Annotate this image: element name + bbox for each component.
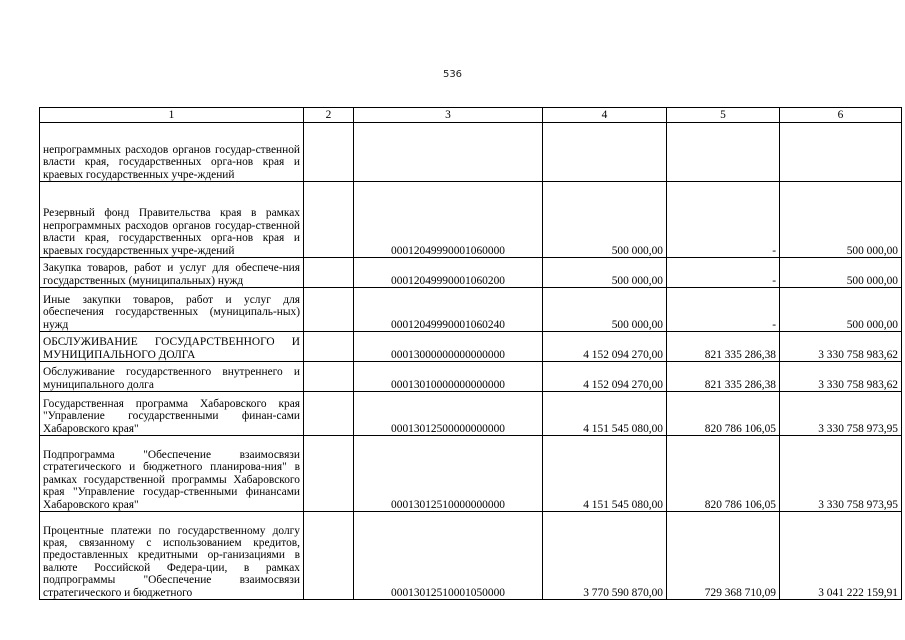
row-value-4: 4 151 545 080,00 xyxy=(543,436,667,512)
column-header: 2 xyxy=(304,108,354,123)
row-value-5: 821 335 286,38 xyxy=(667,362,780,392)
budget-table xyxy=(39,107,902,600)
row-value-6 xyxy=(780,123,902,182)
table-row xyxy=(40,288,902,332)
row-value-4: 4 152 094 270,00 xyxy=(543,362,667,392)
column-header: 5 xyxy=(667,108,780,123)
row-col2 xyxy=(304,392,354,436)
row-code: 00012049990001060000 xyxy=(354,182,543,258)
row-name: ОБСЛУЖИВАНИЕ ГОСУДАРСТВЕННОГО И МУНИЦИПАЛЬНОГО ДОЛГА xyxy=(40,332,304,362)
table-row xyxy=(40,182,902,258)
row-value-6: 500 000,00 xyxy=(780,182,902,258)
row-code: 00013012500000000000 xyxy=(354,392,543,436)
row-value-6: 3 330 758 983,62 xyxy=(780,362,902,392)
row-value-5 xyxy=(667,123,780,182)
row-value-4: 500 000,00 xyxy=(543,288,667,332)
row-col2 xyxy=(304,182,354,258)
row-name: Иные закупки товаров, работ и услуг для обеспечения государственных (муниципаль-ных) нужд xyxy=(40,288,304,332)
row-col2 xyxy=(304,512,354,600)
row-value-5: 729 368 710,09 xyxy=(667,512,780,600)
row-value-4: 4 152 094 270,00 xyxy=(543,332,667,362)
row-col2 xyxy=(304,436,354,512)
row-value-6: 3 041 222 159,91 xyxy=(780,512,902,600)
page-number: 536 xyxy=(442,69,463,80)
table-row xyxy=(40,512,902,600)
row-value-5: - xyxy=(667,182,780,258)
row-name: Резервный фонд Правительства края в рамках непрограммных расходов органов государ-ственной власти края, государственных орга-нов края и краевых государственных учре-ждений xyxy=(40,182,304,258)
row-code: 00012049990001060200 xyxy=(354,258,543,288)
row-value-6: 500 000,00 xyxy=(780,288,902,332)
row-code: 00013000000000000000 xyxy=(354,332,543,362)
row-value-4: 500 000,00 xyxy=(543,258,667,288)
row-value-4: 500 000,00 xyxy=(543,182,667,258)
row-value-6: 3 330 758 983,62 xyxy=(780,332,902,362)
table-row xyxy=(40,123,902,182)
row-value-5: - xyxy=(667,258,780,288)
row-col2 xyxy=(304,288,354,332)
row-name: Обслуживание государственного внутреннего и муниципального долга xyxy=(40,362,304,392)
table-row xyxy=(40,258,902,288)
row-code xyxy=(354,123,543,182)
row-value-6: 3 330 758 973,95 xyxy=(780,436,902,512)
row-value-5: 821 335 286,38 xyxy=(667,332,780,362)
row-col2 xyxy=(304,123,354,182)
row-name: Государственная программа Хабаровского края "Управление государственными финан-сами Хабаровского края" xyxy=(40,392,304,436)
row-value-4 xyxy=(543,123,667,182)
table-row xyxy=(40,332,902,362)
column-header: 6 xyxy=(780,108,902,123)
row-code: 00012049990001060240 xyxy=(354,288,543,332)
row-col2 xyxy=(304,362,354,392)
row-value-5: 820 786 106,05 xyxy=(667,436,780,512)
row-name: Подпрограмма "Обеспечение взаимосвязи стратегического и бюджетного планирова-ния" в рамках государственной программы Хабаровского края "Управление государ-ственными финансами Хабаровского края" xyxy=(40,436,304,512)
row-code: 00013012510001050000 xyxy=(354,512,543,600)
row-value-5: 820 786 106,05 xyxy=(667,392,780,436)
row-col2 xyxy=(304,332,354,362)
row-value-4: 4 151 545 080,00 xyxy=(543,392,667,436)
column-header: 1 xyxy=(40,108,304,123)
table-row xyxy=(40,436,902,512)
header-row xyxy=(40,108,902,123)
table-row xyxy=(40,392,902,436)
row-value-4: 3 770 590 870,00 xyxy=(543,512,667,600)
row-name: Процентные платежи по государственному долгу края, связанному с использованием кредитов, предоставленных кредитными ор-ганизациями в валюте Российской Федера-ции, в рамках подпрограммы "Обеспечение взаимосвязи стратегического и бюджетного xyxy=(40,512,304,600)
row-code: 00013012510000000000 xyxy=(354,436,543,512)
column-header: 3 xyxy=(354,108,543,123)
row-col2 xyxy=(304,258,354,288)
row-value-6: 500 000,00 xyxy=(780,258,902,288)
row-code: 00013010000000000000 xyxy=(354,362,543,392)
row-name: непрограммных расходов органов государ-ственной власти края, государственных орга-нов края и краевых государственных учре-ждений xyxy=(40,123,304,182)
row-value-6: 3 330 758 973,95 xyxy=(780,392,902,436)
table-row xyxy=(40,362,902,392)
column-header: 4 xyxy=(543,108,667,123)
row-name: Закупка товаров, работ и услуг для обеспече-ния государственных (муниципальных) нужд xyxy=(40,258,304,288)
row-value-5: - xyxy=(667,288,780,332)
